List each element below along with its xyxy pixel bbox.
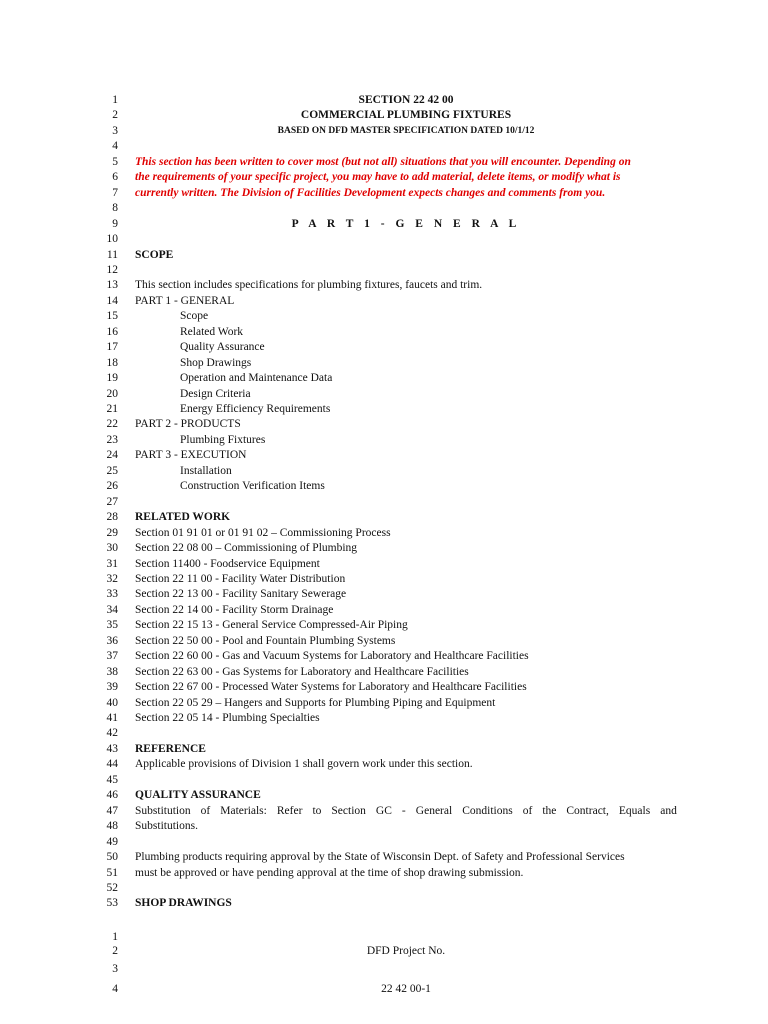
substitution-word: Refer xyxy=(276,804,303,817)
document-line xyxy=(0,896,768,912)
document-line xyxy=(0,835,768,851)
line-number: 35 xyxy=(106,619,118,632)
document-line xyxy=(0,155,768,171)
substitution-word: to xyxy=(312,804,322,817)
line-number: 33 xyxy=(106,588,118,601)
line-number: 14 xyxy=(106,294,118,307)
line-number: 15 xyxy=(106,310,118,323)
line-number: 5 xyxy=(112,155,118,168)
reference-text: Applicable provisions of Division 1 shall govern work under this section. xyxy=(135,758,473,771)
line-number: 38 xyxy=(106,665,118,678)
line-number: 26 xyxy=(106,480,118,493)
related-work-item: Section 01 91 01 or 01 91 02 – Commissioning Process xyxy=(135,526,391,539)
line-number: 9 xyxy=(112,217,118,230)
line-number: 10 xyxy=(106,233,118,246)
line-number: 52 xyxy=(106,881,118,894)
substitution-word: Equals xyxy=(618,804,651,817)
scope-item: Design Criteria xyxy=(180,387,251,400)
scope-item: Scope xyxy=(180,310,209,323)
line-number: 28 xyxy=(106,511,118,524)
scope-item: Construction Verification Items xyxy=(180,480,325,493)
line-number: 53 xyxy=(106,897,118,910)
footer-line xyxy=(0,982,768,998)
related-work-item: Section 22 05 29 – Hangers and Supports for Plumbing Piping and Equipment xyxy=(135,696,496,709)
line-number: 21 xyxy=(106,403,118,415)
document-line xyxy=(0,850,768,866)
line-number: 2 xyxy=(112,109,118,122)
related-work-item: Section 22 11 00 - Facility Water Distribution xyxy=(135,572,346,585)
line-number: 1 xyxy=(112,931,118,943)
document-line xyxy=(0,726,768,742)
line-number: 16 xyxy=(106,325,118,338)
document-line xyxy=(0,278,768,294)
line-number: 36 xyxy=(106,634,118,647)
project-number-label: DFD Project No. xyxy=(366,945,446,957)
related-work-item: Section 22 13 00 - Facility Sanitary Sewerage xyxy=(135,588,347,601)
document-line xyxy=(0,356,768,372)
document-line xyxy=(0,479,768,495)
footer-line xyxy=(0,962,768,978)
line-number: 13 xyxy=(106,279,118,292)
approval-text: Plumbing products requiring approval by the State of Wisconsin Dept. of Safety and Professional Services xyxy=(135,851,625,864)
document-line xyxy=(0,618,768,634)
document-line xyxy=(0,417,768,433)
substitution-word: Conditions xyxy=(462,804,513,817)
document-line xyxy=(0,93,768,109)
substitution-word: the xyxy=(542,804,557,817)
line-number: 27 xyxy=(106,495,118,508)
related-work-item: Section 22 60 00 - Gas and Vacuum Systems for Laboratory and Healthcare Facilities xyxy=(135,650,529,663)
line-number: 48 xyxy=(106,820,118,833)
document-line xyxy=(0,510,768,526)
line-number: 39 xyxy=(106,681,118,694)
document-line xyxy=(0,248,768,264)
line-number: 45 xyxy=(106,773,118,786)
scope-item: Related Work xyxy=(180,325,244,338)
line-number: 20 xyxy=(106,387,118,400)
section-name: COMMERCIAL PLUMBING FIXTURES xyxy=(300,109,512,122)
line-number: 6 xyxy=(112,171,118,184)
document-line xyxy=(0,680,768,696)
document-line xyxy=(0,108,768,124)
document-line xyxy=(0,294,768,310)
substitution-text xyxy=(135,804,677,820)
scope-item: Operation and Maintenance Data xyxy=(180,372,333,385)
document-line xyxy=(0,340,768,356)
line-number: 30 xyxy=(106,542,118,555)
document-line xyxy=(0,309,768,325)
document-line xyxy=(0,464,768,480)
substitution-word: of xyxy=(522,804,533,817)
line-number: 8 xyxy=(112,202,118,215)
substitution-word: GC xyxy=(375,804,392,817)
line-number: 32 xyxy=(106,572,118,585)
footer-line xyxy=(0,944,768,960)
document-line xyxy=(0,773,768,789)
editor-note-line: the requirements of your specific project, you may have to add material, delete items, or modify what is xyxy=(135,171,621,184)
related-work-item: Section 22 05 14 - Plumbing Specialties xyxy=(135,712,320,724)
document-line xyxy=(0,186,768,202)
document-line xyxy=(0,742,768,758)
document-line xyxy=(0,819,768,835)
related-work-heading: RELATED WORK xyxy=(135,511,231,524)
document-line xyxy=(0,866,768,882)
document-line xyxy=(0,757,768,773)
substitution-word: and xyxy=(660,804,677,817)
line-number: 17 xyxy=(106,341,118,354)
document-line xyxy=(0,711,768,727)
shop-drawings-heading: SHOP DRAWINGS xyxy=(135,897,232,910)
document-line xyxy=(0,232,768,248)
line-number: 3 xyxy=(112,124,118,137)
line-number: 18 xyxy=(106,356,118,369)
document-line xyxy=(0,371,768,387)
document-line xyxy=(0,788,768,804)
line-number: 41 xyxy=(106,712,118,724)
document-line xyxy=(0,263,768,279)
line-number: 24 xyxy=(106,449,118,462)
line-number: 2 xyxy=(112,945,118,957)
line-number: 47 xyxy=(106,804,118,817)
document-line xyxy=(0,124,768,140)
reference-heading: REFERENCE xyxy=(135,742,206,755)
line-number: 44 xyxy=(106,758,118,771)
document-line xyxy=(0,170,768,186)
document-line xyxy=(0,665,768,681)
substitution-text: Substitutions. xyxy=(135,820,198,833)
document-line xyxy=(0,572,768,588)
scope-item: Shop Drawings xyxy=(180,356,252,369)
scope-heading: SCOPE xyxy=(135,248,174,261)
related-work-item: Section 22 08 00 – Commissioning of Plumbing xyxy=(135,542,358,555)
line-number: 4 xyxy=(112,140,118,153)
scope-item: Energy Efficiency Requirements xyxy=(180,403,331,415)
document-line xyxy=(0,603,768,619)
line-number: 11 xyxy=(106,248,118,261)
substitution-word: Section xyxy=(331,804,366,817)
scope-item: Plumbing Fixtures xyxy=(180,433,266,446)
approval-text: must be approved or have pending approval at the time of shop drawing submission. xyxy=(135,866,524,879)
line-number: 12 xyxy=(106,263,118,276)
line-number: 7 xyxy=(112,186,118,199)
document-line xyxy=(0,804,768,820)
line-number: 34 xyxy=(106,603,118,616)
line-number: 50 xyxy=(106,851,118,864)
line-number: 49 xyxy=(106,835,118,848)
related-work-item: Section 22 14 00 - Facility Storm Drainage xyxy=(135,603,334,616)
document-line xyxy=(0,526,768,542)
document-line xyxy=(0,495,768,511)
line-number: 4 xyxy=(112,983,118,995)
page-identifier: 22 42 00-1 xyxy=(381,983,431,995)
document-line xyxy=(0,881,768,897)
scope-part-label: PART 3 - EXECUTION xyxy=(135,449,247,462)
related-work-item: Section 22 63 00 - Gas Systems for Laboratory and Healthcare Facilities xyxy=(135,665,469,678)
document-line xyxy=(0,541,768,557)
line-number: 29 xyxy=(106,526,118,539)
related-work-item: Section 11400 - Foodservice Equipment xyxy=(135,557,320,570)
line-number: 40 xyxy=(106,696,118,709)
document-line xyxy=(0,696,768,712)
related-work-item: Section 22 50 00 - Pool and Fountain Plumbing Systems xyxy=(135,634,396,647)
document-line xyxy=(0,557,768,573)
document-line xyxy=(0,649,768,665)
quality-assurance-heading: QUALITY ASSURANCE xyxy=(135,789,261,802)
substitution-word: - xyxy=(401,804,406,817)
substitution-word: Contract, xyxy=(566,804,609,817)
substitution-word: Substitution xyxy=(135,804,191,817)
line-number: 51 xyxy=(106,866,118,879)
document-line xyxy=(0,217,768,233)
section-title: SECTION 22 42 00 xyxy=(358,94,454,106)
document-line xyxy=(0,325,768,341)
line-number: 43 xyxy=(106,742,118,755)
scope-item: Quality Assurance xyxy=(180,341,265,354)
document-line xyxy=(0,634,768,650)
document-line xyxy=(0,387,768,403)
document-line xyxy=(0,402,768,418)
scope-item: Installation xyxy=(180,464,232,477)
line-number: 22 xyxy=(106,418,118,431)
line-number: 46 xyxy=(106,789,118,802)
scope-part-label: PART 2 - PRODUCTS xyxy=(135,418,241,431)
line-number: 23 xyxy=(106,433,118,446)
document-line xyxy=(0,587,768,603)
based-on-note: BASED ON DFD MASTER SPECIFICATION DATED 10/1/12 xyxy=(277,125,535,136)
document-line xyxy=(0,448,768,464)
line-number: 37 xyxy=(106,650,118,663)
line-number: 42 xyxy=(106,727,118,740)
document-line xyxy=(0,201,768,217)
scope-intro: This section includes specifications for plumbing fixtures, faucets and trim. xyxy=(135,279,483,292)
line-number: 19 xyxy=(106,372,118,385)
line-number: 3 xyxy=(112,963,118,975)
document-line xyxy=(0,139,768,155)
substitution-word: General xyxy=(415,804,453,817)
related-work-item: Section 22 15 13 - General Service Compressed-Air Piping xyxy=(135,619,408,632)
document-line xyxy=(0,433,768,449)
scope-part-label: PART 1 - GENERAL xyxy=(135,294,235,307)
substitution-word: Materials: xyxy=(220,804,267,817)
line-number: 1 xyxy=(112,94,118,106)
editor-note-line: currently written. The Division of Facilities Development expects changes and comments from you. xyxy=(135,186,606,199)
part-heading: P A R T 1 - G E N E R A L xyxy=(291,217,521,230)
substitution-word: of xyxy=(200,804,211,817)
editor-note-line: This section has been written to cover most (but not all) situations that you will encounter. Depending on xyxy=(135,155,631,168)
line-number: 31 xyxy=(106,557,118,570)
related-work-item: Section 22 67 00 - Processed Water Systems for Laboratory and Healthcare Facilities xyxy=(135,681,527,694)
line-number: 25 xyxy=(106,464,118,477)
